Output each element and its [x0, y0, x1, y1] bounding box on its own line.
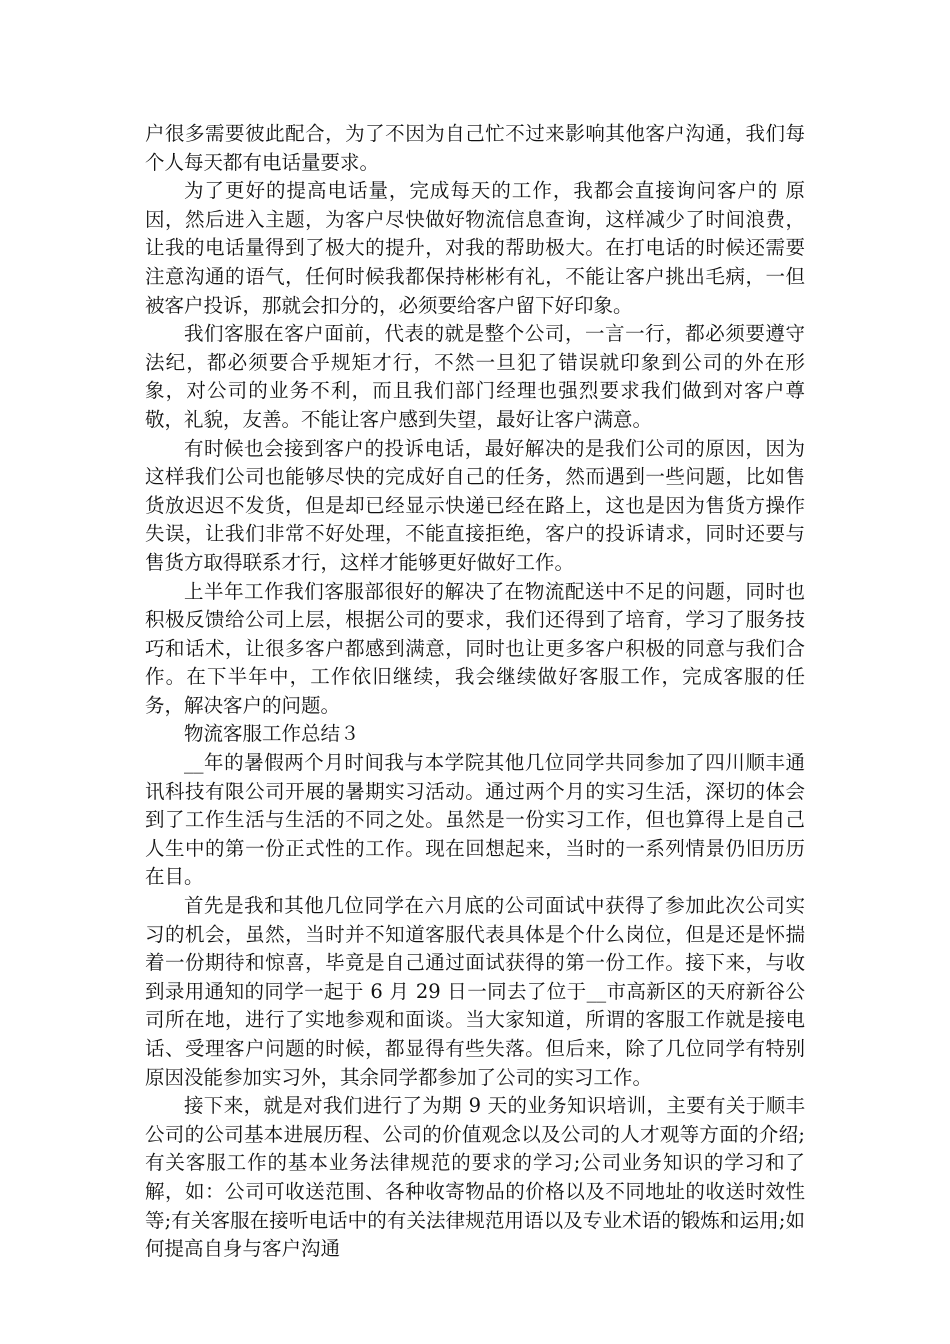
paragraph: 首先是我和其他几位同学在六月底的公司面试中获得了参加此次公司实习的机会，虽然，当时并不知道客服代表具体是个什么岗位，但是还是怀揣着一份期待和惊喜，毕竟是自己通过面试获得的第一份工作。接下来，与收到录用通知的同学一起于 6 月 29 日一同去了位于__市高新区的天府新谷公司所在地，进行了实地参观和面谈。当大家知道，所谓的客服工作就是接电话、受理客户问题的时候，都显得有些失落。但后来，除了几位同学有特别原因没能参加实习外，其余同学都参加了公司的实习工作。: [145, 894, 805, 1089]
paragraph: 有时候也会接到客户的投诉电话，最好解决的是我们公司的原因，因为这样我们公司也能够尽快的完成好自己的任务，然而遇到一些问题，比如售货放迟迟不发货，但是却已经显示快递已经在路上，这也是因为售货方操作失误，让我们非常不好处理，不能直接拒绝，客户的投诉请求，同时还要与售货方取得联系才行，这样才能够更好做好工作。: [145, 436, 805, 574]
document-page: [145, 120, 805, 1264]
paragraph: __年的暑假两个月时间我与本学院其他几位同学共同参加了四川顺丰通讯科技有限公司开展的暑期实习活动。通过两个月的实习生活，深切的体会到了工作生活与生活的不同之处。虽然是一份实习工作，但也算得上是自己人生中的第一份正式性的工作。现在回想起来，当时的一系列情景仍旧历历在目。: [145, 751, 805, 889]
paragraph: 户很多需要彼此配合，为了不因为自己忙不过来影响其他客户沟通，我们每个人每天都有电话量要求。: [145, 122, 805, 174]
paragraph: 我们客服在客户面前，代表的就是整个公司，一言一行，都必须要遵守法纪，都必须要合乎规矩才行，不然一旦犯了错误就印象到公司的外在形象，对公司的业务不利，而且我们部门经理也强烈要求我们做到对客户尊敬，礼貌，友善。不能让客户感到失望，最好让客户满意。: [145, 322, 805, 431]
paragraph: 上半年工作我们客服部很好的解决了在物流配送中不足的问题，同时也积极反馈给公司上层，根据公司的要求，我们还得到了培育，学习了服务技巧和话术，让很多客户都感到满意，同时也让更多客户积极的同意与我们合作。在下半年中，工作依旧继续，我会继续做好客服工作，完成客服的任务，解决客户的问题。: [145, 579, 805, 717]
paragraph: 为了更好的提高电话量，完成每天的工作，我都会直接询问客户的 原因，然后进入主题，为客户尽快做好物流信息查询，这样减少了时间浪费，让我的电话量得到了极大的提升，对我的帮助极大。在打电话的时候还需要注意沟通的语气，任何时候我都保持彬彬有礼，不能让客户挑出毛病，一但被客户投诉，那就会扣分的，必须要给客户留下好印象。: [145, 179, 805, 317]
section-title: 物流客服工作总结３: [184, 722, 360, 746]
paragraph: 接下来，就是对我们进行了为期 9 天的业务知识培训，主要有关于顺丰公司的公司基本进展历程、公司的价值观念以及公司的人才观等方面的介绍;有关客服工作的基本业务法律规范的要求的学习;公司业务知识的学习和了解，如：公司可收送范围、各种收寄物品的价格以及不同地址的收送时效性等;有关客服在接听电话中的有关法律规范用语以及专业术语的锻炼和运用;如何提高自身与客户沟通: [145, 1094, 805, 1261]
